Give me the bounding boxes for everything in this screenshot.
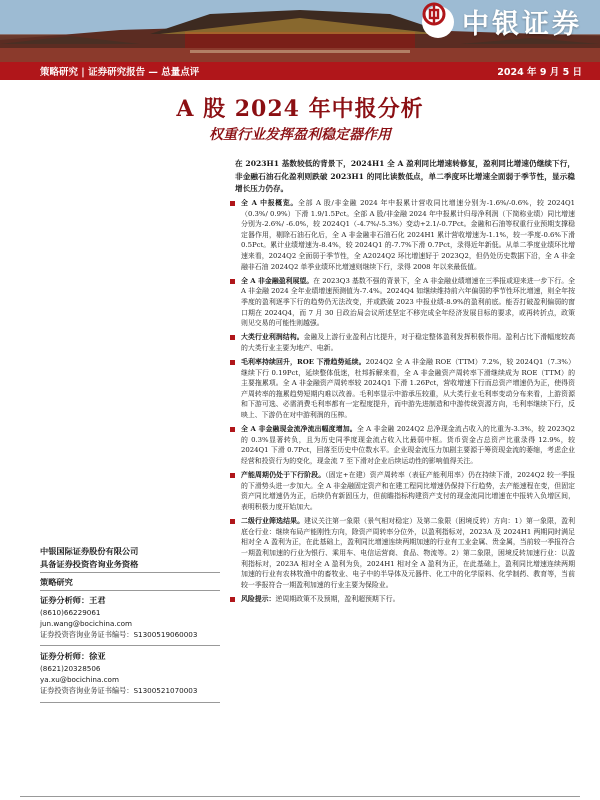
footer-rule bbox=[20, 796, 580, 797]
analyst-1 bbox=[40, 594, 220, 640]
company-name: 中银国际证券股份有限公司 bbox=[40, 546, 139, 556]
analyst-email[interactable]: ya.xu@bocichina.com bbox=[40, 674, 119, 684]
bullet-text: 金融及上游行业盈利占比提升，对于稳定整体盈利发挥积极作用。盈利占比下滑幅度较高的大类行业主要为地产、电新。 bbox=[241, 333, 575, 352]
company-qualification: 具备证券投资咨询业务资格 bbox=[40, 558, 139, 569]
bullet-head: 毛利率持续回升，ROE 下滑趋势延续。 bbox=[241, 358, 366, 367]
analyst-cert: 证券投资咨询业务证书编号：S1300521070003 bbox=[40, 685, 198, 695]
report-type-label: 策略研究 | 证券研究报告 — 总量点评 bbox=[40, 67, 200, 78]
brand-name: 中银证券 bbox=[462, 9, 582, 40]
bullet-capacity bbox=[228, 470, 575, 512]
analyst-cert: 证券投资咨询业务证书编号：S1300519060003 bbox=[40, 629, 198, 639]
divider bbox=[40, 590, 220, 591]
report-category-bar bbox=[0, 62, 600, 80]
report-subtitle: 权重行业发挥盈利稳定器作用 bbox=[209, 127, 391, 143]
report-date: 2024 年 9 月 5 日 bbox=[497, 67, 582, 78]
bullet-text: 全 A 非金融 2024Q2 总净现金流占收入的比重为-3.3%，较 2023Q2 的 0.3%显著转负，且为历史同季度现金流占收入比最弱中枢。货币资金占总资产比重录得 12.9%，较 2024Q1 下滑 0.7Pct，回落至历史中位数水平。企业现金流压力加剧主要源于筹资现金流的萎缩，考虑企业经营和投资行为的变化，现金流 7 至下滑对企业后续运动性的影响值得关注。 bbox=[241, 425, 575, 466]
bullet-risk bbox=[228, 594, 575, 605]
bullet-roe bbox=[228, 357, 575, 421]
analyst-title: 证券分析师：王君 bbox=[40, 595, 106, 605]
section-label-block bbox=[40, 576, 220, 589]
bullet-head: 二级行业筛选结果。 bbox=[241, 517, 305, 526]
boc-logo-icon bbox=[422, 6, 454, 38]
analyst-2 bbox=[40, 650, 220, 696]
bullet-overview bbox=[228, 198, 575, 272]
divider bbox=[40, 572, 220, 573]
analyst-phone: (8610)66229061 bbox=[40, 607, 101, 617]
bullet-head: 风险提示： bbox=[241, 594, 276, 603]
header-banner bbox=[0, 0, 600, 62]
report-title: A 股 2024 年中报分析 bbox=[176, 96, 424, 122]
bullet-screening bbox=[228, 516, 575, 590]
section-label: 策略研究 bbox=[40, 577, 73, 587]
company-info bbox=[40, 545, 220, 570]
bullet-head: 大类行业利润结构。 bbox=[241, 333, 304, 342]
bullet-text: （固定+在建）资产周转率（表征产能利用率）仍在持续下滑，2024Q2 较一季报的下滑势头进一步加大。全 A 非金融固定资产和在建工程同比增速仍保持下行趋势，去产能速程在变，但固定资产同比增速仍为正，后续仍有新固压力，但前瞻指标构建资产支付的现金流同比增速在中报转入负增区间，表明积极力度开始加大。 bbox=[241, 471, 575, 511]
divider bbox=[40, 645, 220, 646]
bullet-head: 全 A 非金融盈利展望。 bbox=[241, 276, 314, 285]
analyst-email[interactable]: jun.wang@bocichina.com bbox=[40, 618, 132, 628]
brand-logo bbox=[422, 2, 582, 41]
key-points-list bbox=[228, 198, 575, 608]
bullet-cashflow bbox=[228, 424, 575, 466]
bullet-text: 逆周期政策不及预期，盈利超预期下行。 bbox=[275, 594, 400, 603]
analyst-title: 证券分析师：徐亚 bbox=[40, 651, 106, 661]
bullet-text: 2024Q2 全 A 非金融 ROE（TTM）7.2%，较 2024Q1（7.3%）继续下行 0.19Pct，延续整体低迷，杜邦拆解来看，全 A 非金融资产周转率下滑继续成为 ROE（TTM）的主要拖累项。全 A 非金融资产周转率较 2024Q1 下滑 1.26Pct，营收增速下行而总资产增速仍为正，使得资产周转率的拖累趋势短期内难以改善。毛利率显示中游承压较重，从大类行业毛利率变动分布来看，上游资源和下游可选、必需消费毛利率都有一定程度提升，而中游先进制造和中游传统资源方向，毛利率继续下行，反映上、下游仍在对中游利润的压榨。 bbox=[241, 358, 575, 420]
bullet-structure bbox=[228, 332, 575, 353]
analyst-phone: (8621)20328506 bbox=[40, 663, 101, 673]
bullet-text: 建议关注第一象限（景气相对稳定）及第二象限（困境反转）方向：1）第一象限，盈利底仓行业：继续布局产能刚性方向，除资产周转率分位外，以盈利指标对，2023A 及 2024H1 两期同时满足相对全 A 盈利为正，在此基础上，盈利同比增速连续两期加速的行业有工业金属、贵金属，当前较一季报符合一期盈利加速的行业为银行、乘用车、电信运营商、食品、物流等。2）第二象限，困境反转加速行业：以盈利指标对，2023A 相对全 A 盈利为负，2024H1 相对全 A 盈利为正，在此基础上，盈利同比增速连续两期加速的行业有农林牧渔中的畜牧业、电子中的半导体及元器件、化工中的化学原料、化学制药、教育等，当前较一季报符合一期盈利加速的行业主要为保险业。 bbox=[241, 517, 575, 589]
bullet-outlook bbox=[228, 276, 575, 329]
divider bbox=[40, 702, 220, 703]
bullet-head: 全 A 中报概览。 bbox=[241, 199, 299, 207]
bullet-text: 全部 A 股/非金融 2024 年中报累计营收同比增速分别为-1.6%/-0.6%，较 2024Q1（0.3%/ 0.9%）下滑 1.9/1.5Pct。全部 A 股/非金融 2024 年中报累计归母净利润（下简称业绩）同比增速分别为-2.6%/ -6.0%，较 2024Q1（-4.7%/-5.3%）变动+2.1/-0.7Pct。金融和石油等权重行业预期支撑稳定器作用，剔除石油石化后，全 A 非金融非石油石化 2024H1 累计营收增速为-1.1%，较一季度-0.6%下滑 0.5Pct。累计业绩增速为-8.4%，较 2024Q1 的-7.7%下滑 0.7Pct，录得近年新低。从单二季度业绩环比增速来看，2024Q2 全面弱于季节性，全 A2024Q2 环比增速好于 2023Q2，但仍处历史数据下沿，全 A 非金融非石油 2024Q2 单季业绩环比增速则继续下行，录得 2008 年以来最低值。 bbox=[241, 199, 575, 271]
bullet-head: 产能周期仍处于下行阶段。 bbox=[241, 471, 326, 480]
bullet-head: 全 A 非金融现金流净流出幅度增加。 bbox=[241, 425, 357, 434]
bullet-text: 在 2023Q3 基数不强的背景下，全 A 非金融业绩增速在三季报或迎来进一步下行。全 A 非金融 2024 全年业绩增速预测值为-7.4%。2024Q4 如继续维持前六年偏弱的季节性环比增速，则全年按季度的盈利逐季下行的趋势仍无法改变，并或跌破 2023 中报业绩-8.9%的盈利前底。能否打破盈利偏弱的窗口期在 2024Q4，而 7 月 30 日政治局会议所述坚定不移完成全年经济发展目标的要求，或再转折点，政策则见交易的可能性则越强。 bbox=[241, 276, 575, 328]
summary-paragraph: 在 2023H1 基数较低的背景下，2024H1 全 A 盈利同比增速转修复，盈利同比增速仍继续下行，非金融石油石化盈利则跌破 2023H1 的同比读数低点，单二季度环比增速全面弱于季节性，显示稳增长压力仍存。 bbox=[235, 159, 575, 193]
